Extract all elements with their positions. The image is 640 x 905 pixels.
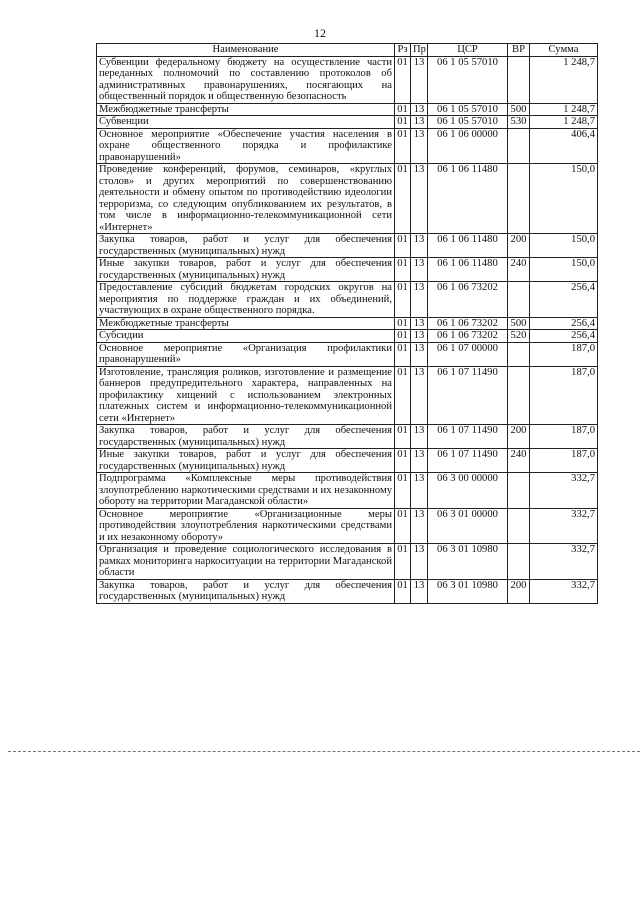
cell-sum: 406,4 <box>530 128 598 164</box>
cell-pr: 13 <box>411 473 428 509</box>
table-row <box>97 282 598 318</box>
cell-name: Закупка товаров, работ и услуг для обеспечения государственных (муниципальных) нужд <box>97 425 395 449</box>
cell-vr <box>508 366 530 425</box>
cell-name: Иные закупки товаров, работ и услуг для обеспечения государственных (муниципальных) нужд <box>97 449 395 473</box>
table-body <box>97 56 598 603</box>
page-divider <box>8 751 640 752</box>
cell-pr: 13 <box>411 579 428 603</box>
cell-name: Основное мероприятие «Организационные меры противодействия злоупотребления наркотическими средствами и их незаконному обороту» <box>97 508 395 544</box>
cell-name: Предоставление субсидий бюджетам городских округов на мероприятия по поддержке граждан и их объединений, участвующих в охране общественного порядка. <box>97 282 395 318</box>
cell-rz: 01 <box>395 116 411 129</box>
cell-vr <box>508 544 530 580</box>
cell-vr: 200 <box>508 579 530 603</box>
cell-csr: 06 1 06 11480 <box>428 234 508 258</box>
cell-rz: 01 <box>395 425 411 449</box>
table-row <box>97 449 598 473</box>
column-header-rz: Рз <box>395 44 411 57</box>
column-header-sum: Сумма <box>530 44 598 57</box>
cell-pr: 13 <box>411 449 428 473</box>
cell-rz: 01 <box>395 103 411 116</box>
cell-csr: 06 1 06 11480 <box>428 164 508 234</box>
cell-sum: 256,4 <box>530 330 598 343</box>
column-header-vr: ВР <box>508 44 530 57</box>
table-header-row <box>97 44 598 57</box>
table-row <box>97 366 598 425</box>
cell-sum: 332,7 <box>530 473 598 509</box>
table-row <box>97 116 598 129</box>
cell-pr: 13 <box>411 508 428 544</box>
cell-sum: 187,0 <box>530 425 598 449</box>
cell-sum: 150,0 <box>530 164 598 234</box>
cell-vr <box>508 508 530 544</box>
table-row <box>97 473 598 509</box>
cell-vr <box>508 128 530 164</box>
cell-pr: 13 <box>411 234 428 258</box>
cell-vr: 200 <box>508 425 530 449</box>
cell-rz: 01 <box>395 128 411 164</box>
column-header-pr: Пр <box>411 44 428 57</box>
cell-pr: 13 <box>411 258 428 282</box>
cell-pr: 13 <box>411 282 428 318</box>
table-row <box>97 342 598 366</box>
cell-csr: 06 3 01 00000 <box>428 508 508 544</box>
cell-vr: 530 <box>508 116 530 129</box>
cell-pr: 13 <box>411 164 428 234</box>
cell-sum: 150,0 <box>530 234 598 258</box>
cell-vr <box>508 164 530 234</box>
cell-vr <box>508 473 530 509</box>
cell-rz: 01 <box>395 317 411 330</box>
cell-rz: 01 <box>395 234 411 258</box>
page-number: 12 <box>314 26 326 40</box>
cell-vr: 240 <box>508 258 530 282</box>
table-row <box>97 544 598 580</box>
cell-rz: 01 <box>395 164 411 234</box>
cell-name: Субвенции <box>97 116 395 129</box>
cell-name: Закупка товаров, работ и услуг для обеспечения государственных (муниципальных) нужд <box>97 579 395 603</box>
cell-pr: 13 <box>411 56 428 103</box>
cell-sum: 256,4 <box>530 317 598 330</box>
cell-csr: 06 1 06 73202 <box>428 282 508 318</box>
cell-pr: 13 <box>411 342 428 366</box>
cell-sum: 332,7 <box>530 508 598 544</box>
cell-csr: 06 3 01 10980 <box>428 579 508 603</box>
cell-sum: 187,0 <box>530 449 598 473</box>
cell-pr: 13 <box>411 128 428 164</box>
column-header-name: Наименование <box>97 44 395 57</box>
cell-csr: 06 1 07 11490 <box>428 449 508 473</box>
cell-vr: 500 <box>508 317 530 330</box>
cell-csr: 06 3 00 00000 <box>428 473 508 509</box>
cell-sum: 1 248,7 <box>530 116 598 129</box>
cell-csr: 06 1 05 57010 <box>428 56 508 103</box>
cell-csr: 06 1 06 73202 <box>428 317 508 330</box>
cell-pr: 13 <box>411 116 428 129</box>
cell-vr <box>508 342 530 366</box>
cell-sum: 187,0 <box>530 342 598 366</box>
cell-name: Проведение конференций, форумов, семинаров, «круглых столов» и других мероприятий по совершенствованию деятельности и обмену опытом по противодействию идеологии терроризма, со следующим опубликованием их результатов, в том числе в информационно-телекоммуникационной сети «Интернет» <box>97 164 395 234</box>
cell-name: Основное мероприятие «Обеспечение участия населения в охране общественного порядка и профилактике правонарушений» <box>97 128 395 164</box>
cell-vr <box>508 56 530 103</box>
table-row <box>97 579 598 603</box>
table-row <box>97 258 598 282</box>
table-row <box>97 508 598 544</box>
cell-vr: 500 <box>508 103 530 116</box>
table-row <box>97 425 598 449</box>
cell-rz: 01 <box>395 579 411 603</box>
cell-sum: 187,0 <box>530 366 598 425</box>
cell-pr: 13 <box>411 317 428 330</box>
cell-csr: 06 1 07 00000 <box>428 342 508 366</box>
cell-pr: 13 <box>411 544 428 580</box>
cell-sum: 1 248,7 <box>530 56 598 103</box>
cell-rz: 01 <box>395 282 411 318</box>
cell-pr: 13 <box>411 366 428 425</box>
cell-vr: 240 <box>508 449 530 473</box>
cell-name: Подпрограмма «Комплексные меры противодействия злоупотреблению наркотическими средствами и их незаконному обороту на территории Магаданской области» <box>97 473 395 509</box>
cell-rz: 01 <box>395 449 411 473</box>
cell-name: Межбюджетные трансферты <box>97 103 395 116</box>
table-row <box>97 56 598 103</box>
cell-name: Изготовление, трансляция роликов, изготовление и размещение баннеров предупредительного характера, направленных на профилактику хищений с использованием электронных платежных систем и информационно-телекоммуникационной сети «Интернет» <box>97 366 395 425</box>
cell-csr: 06 1 07 11490 <box>428 425 508 449</box>
table-row <box>97 103 598 116</box>
cell-name: Межбюджетные трансферты <box>97 317 395 330</box>
cell-vr <box>508 282 530 318</box>
cell-rz: 01 <box>395 473 411 509</box>
cell-sum: 332,7 <box>530 544 598 580</box>
cell-csr: 06 1 05 57010 <box>428 103 508 116</box>
cell-pr: 13 <box>411 103 428 116</box>
table-row <box>97 234 598 258</box>
cell-vr: 200 <box>508 234 530 258</box>
table-row <box>97 330 598 343</box>
cell-name: Закупка товаров, работ и услуг для обеспечения государственных (муниципальных) нужд <box>97 234 395 258</box>
cell-rz: 01 <box>395 56 411 103</box>
table-row <box>97 317 598 330</box>
cell-rz: 01 <box>395 330 411 343</box>
cell-csr: 06 1 05 57010 <box>428 116 508 129</box>
cell-sum: 150,0 <box>530 258 598 282</box>
cell-vr: 520 <box>508 330 530 343</box>
cell-sum: 256,4 <box>530 282 598 318</box>
cell-csr: 06 3 01 10980 <box>428 544 508 580</box>
cell-csr: 06 1 06 11480 <box>428 258 508 282</box>
cell-name: Субвенции федеральному бюджету на осуществление части переданных полномочий по составлению протоколов об административных правонарушениях, посягающих на общественный порядок и общественную безопасность <box>97 56 395 103</box>
table-row <box>97 128 598 164</box>
column-header-csr: ЦСР <box>428 44 508 57</box>
cell-rz: 01 <box>395 258 411 282</box>
cell-rz: 01 <box>395 366 411 425</box>
cell-sum: 1 248,7 <box>530 103 598 116</box>
cell-csr: 06 1 06 73202 <box>428 330 508 343</box>
cell-pr: 13 <box>411 425 428 449</box>
cell-csr: 06 1 06 00000 <box>428 128 508 164</box>
cell-pr: 13 <box>411 330 428 343</box>
cell-name: Иные закупки товаров, работ и услуг для обеспечения государственных (муниципальных) нужд <box>97 258 395 282</box>
table-row <box>97 164 598 234</box>
cell-name: Субсидии <box>97 330 395 343</box>
cell-csr: 06 1 07 11490 <box>428 366 508 425</box>
cell-sum: 332,7 <box>530 579 598 603</box>
cell-rz: 01 <box>395 508 411 544</box>
cell-name: Основное мероприятие «Организация профилактики правонарушений» <box>97 342 395 366</box>
cell-rz: 01 <box>395 544 411 580</box>
cell-rz: 01 <box>395 342 411 366</box>
budget-table <box>96 43 598 604</box>
cell-name: Организация и проведение социологического исследования в рамках мониторинга наркоситуации на территории Магаданской области <box>97 544 395 580</box>
